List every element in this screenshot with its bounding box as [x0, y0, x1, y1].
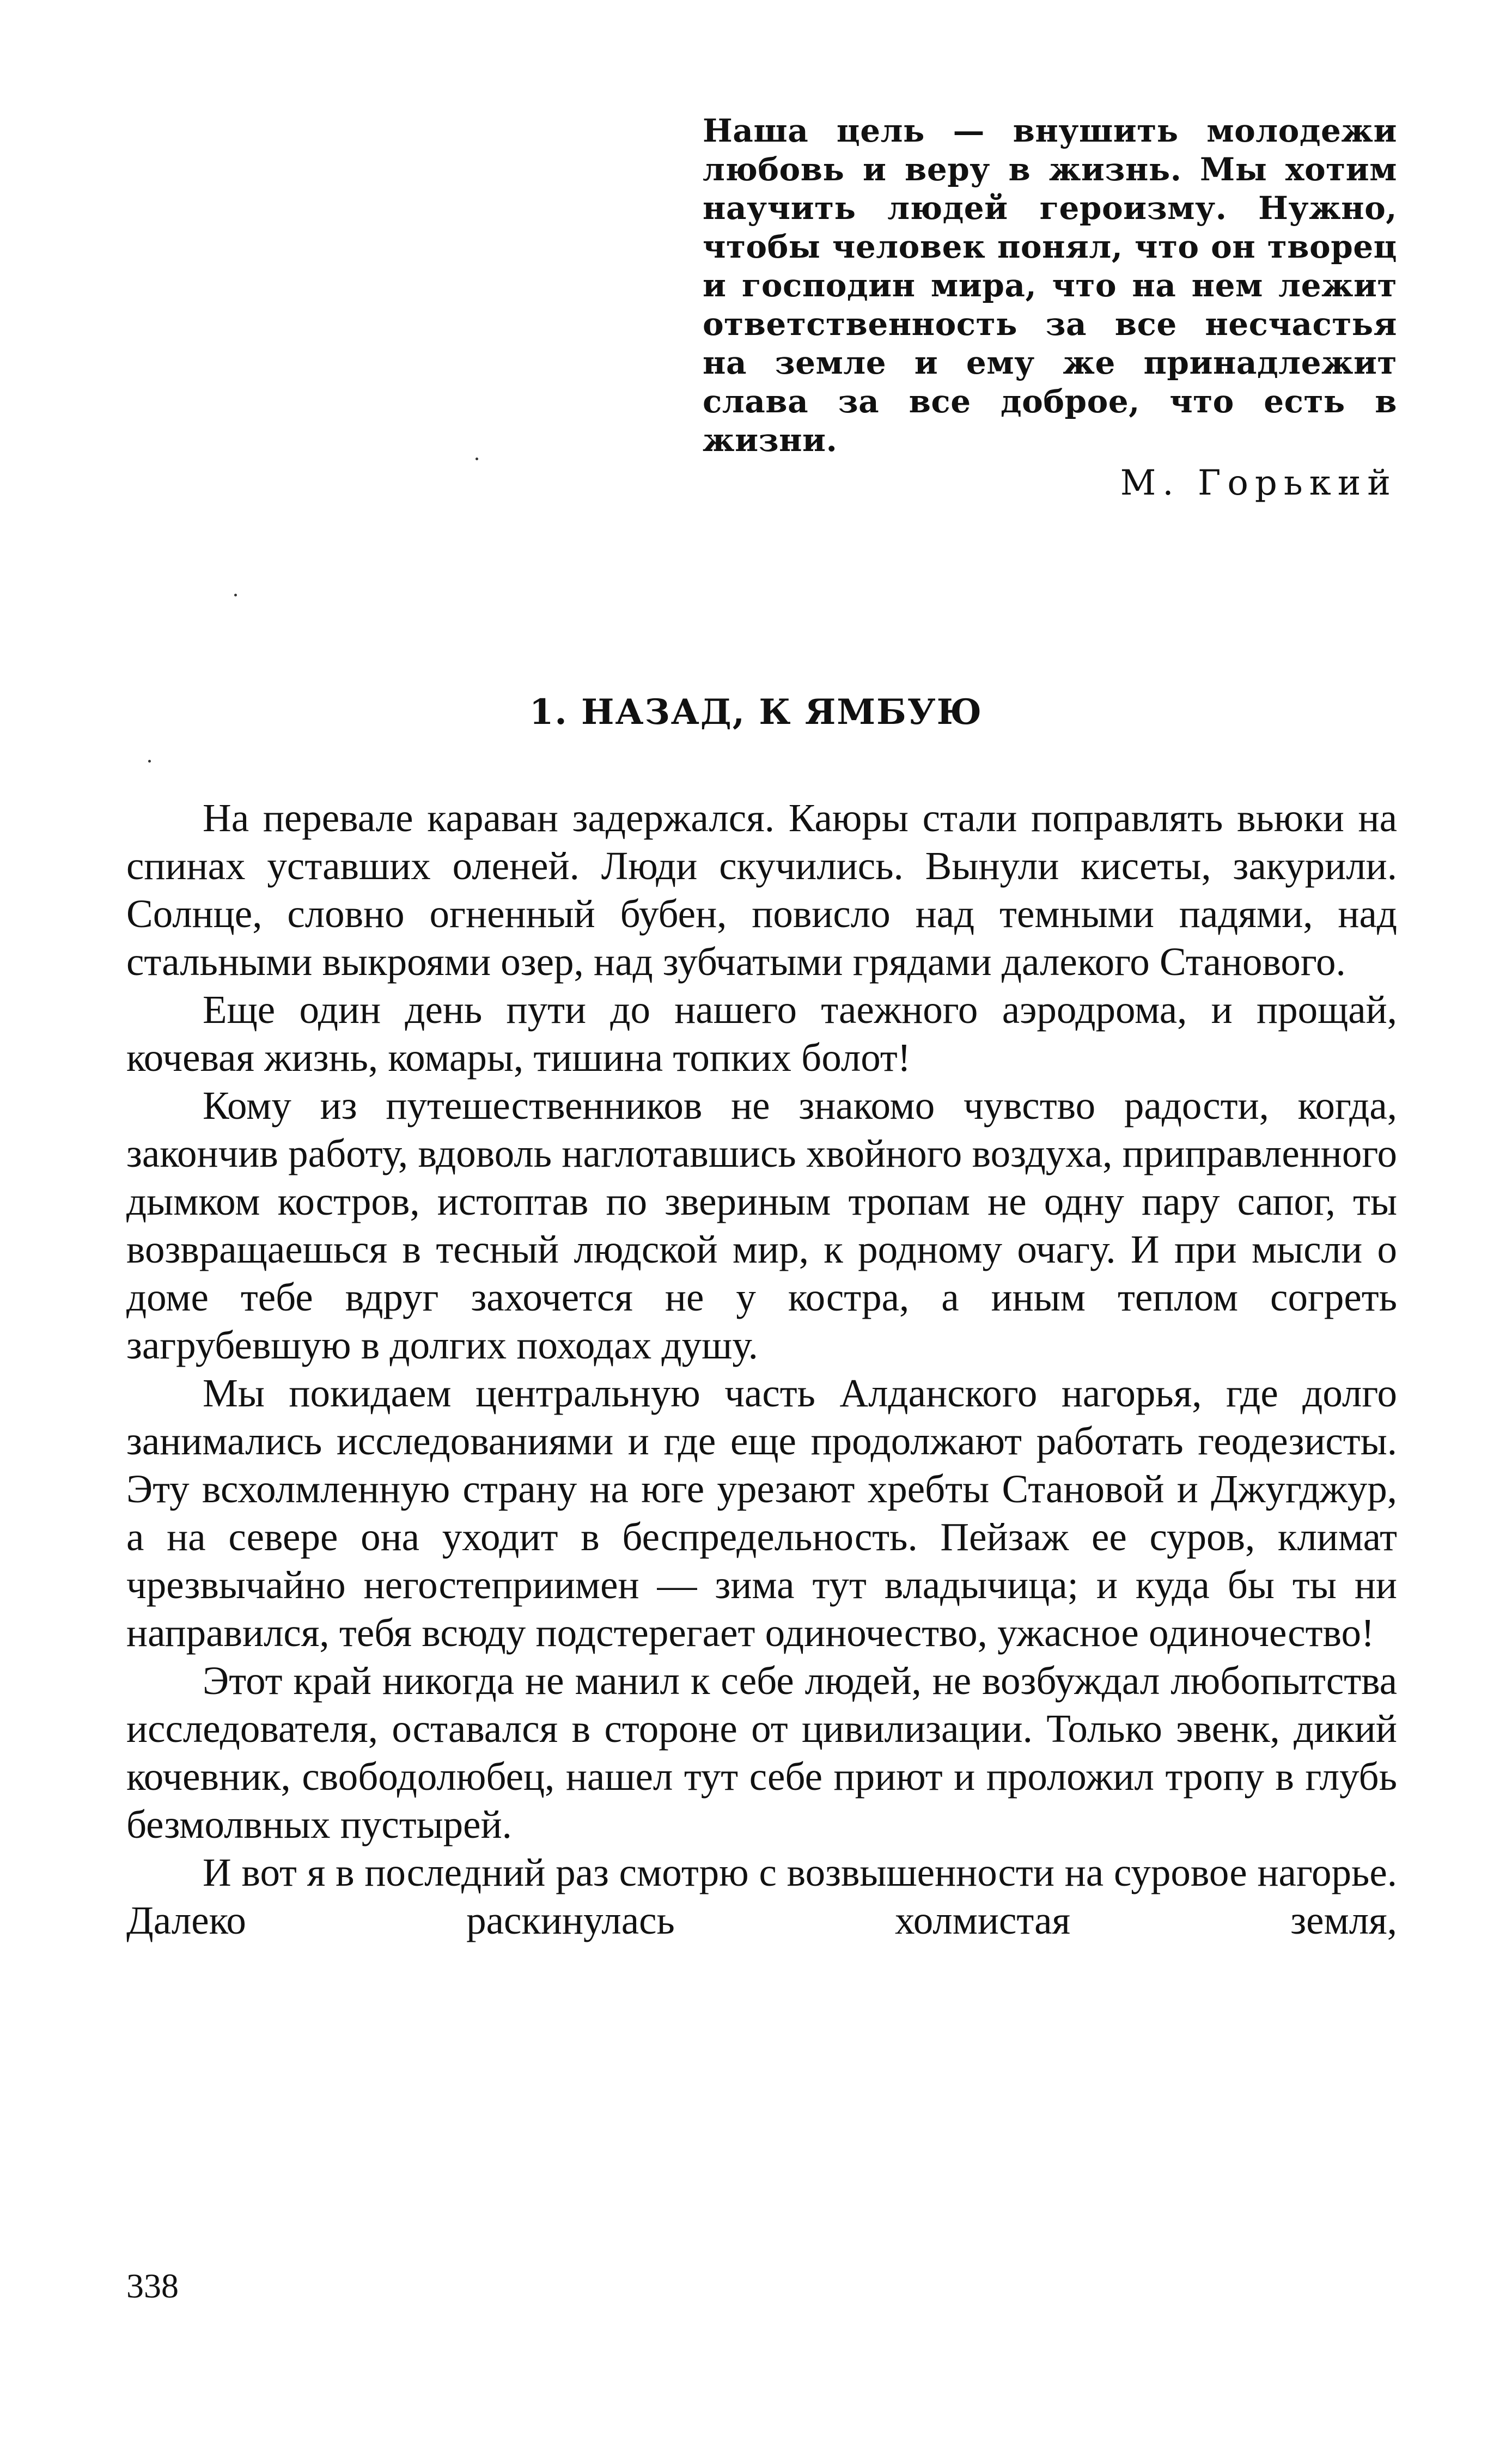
paragraph: Кому из путешественников не знакомо чувство радости, когда, закончив работу, вдоволь наглотавшись хвойного воздуха, приправленного дымком костров, истоптав по звериным тропам не одну пару сапог, ты возвращаешься в тесный людской мир, к родному очагу. И при мысли о доме тебе вдруг захочется не у костра, а иным теплом согреть загрубевшую в долгих походах душу.	[126, 1083, 1397, 1367]
print-speck	[234, 594, 237, 596]
epigraph-author: М. Горький	[1120, 463, 1397, 503]
paragraph: Еще один день пути до нашего таежного аэродрома, и прощай, кочевая жизнь, комары, тишина топких болот!	[126, 988, 1397, 1080]
paragraph: Мы покидаем центральную часть Алданского нагорья, где долго занимались исследованиями и где еще продолжают работать геодезисты. Эту всхолмленную страну на юге урезают хребты Становой и Джугджур, а на севере она уходит в беспредельность. Пейзаж ее суров, климат чрезвычайно негостеприимен — зима тут владычица; и куда бы ты ни направился, тебя всюду подстерегает одиночество, ужасное одиночество!	[126, 1371, 1397, 1655]
chapter-title: 1. НАЗАД, К ЯМБУЮ	[529, 692, 983, 733]
paragraph: На перевале караван задержался. Каюры стали поправлять вьюки на спинах уставших оленей. Люди скучились. Вынули кисеты, закурили. Солнце, словно огненный бубен, повисло над темными падями, над стальными выкроями озер, над зубчатыми грядами далекого Станового.	[126, 796, 1397, 984]
paragraph: Этот край никогда не манил к себе людей, не возбуждал любопытства исследователя, оставался в стороне от цивилизации. Только эвенк, дикий кочевник, свободолюбец, нашел тут себе приют и проложил тропу в глубь безмолвных пустырей.	[126, 1659, 1397, 1846]
epigraph-text: Наша цель — внушить молодежи любовь и веру в жизнь. Мы хотим научить людей героизму. Нужно, чтобы человек понял, что он творец и господин мира, что на нем лежит ответственность за все несчастья на земле и ему же принадлежит слава за все доброе, что есть в жизни.	[703, 112, 1397, 459]
body-text	[126, 794, 1397, 1945]
page-number: 338	[126, 2266, 179, 2305]
print-speck	[475, 458, 478, 460]
print-speck	[148, 760, 151, 763]
paragraph: И вот я в последний раз смотрю с возвышенности на суровое нагорье. Далеко раскинулась холмистая земля,	[126, 1850, 1397, 1942]
